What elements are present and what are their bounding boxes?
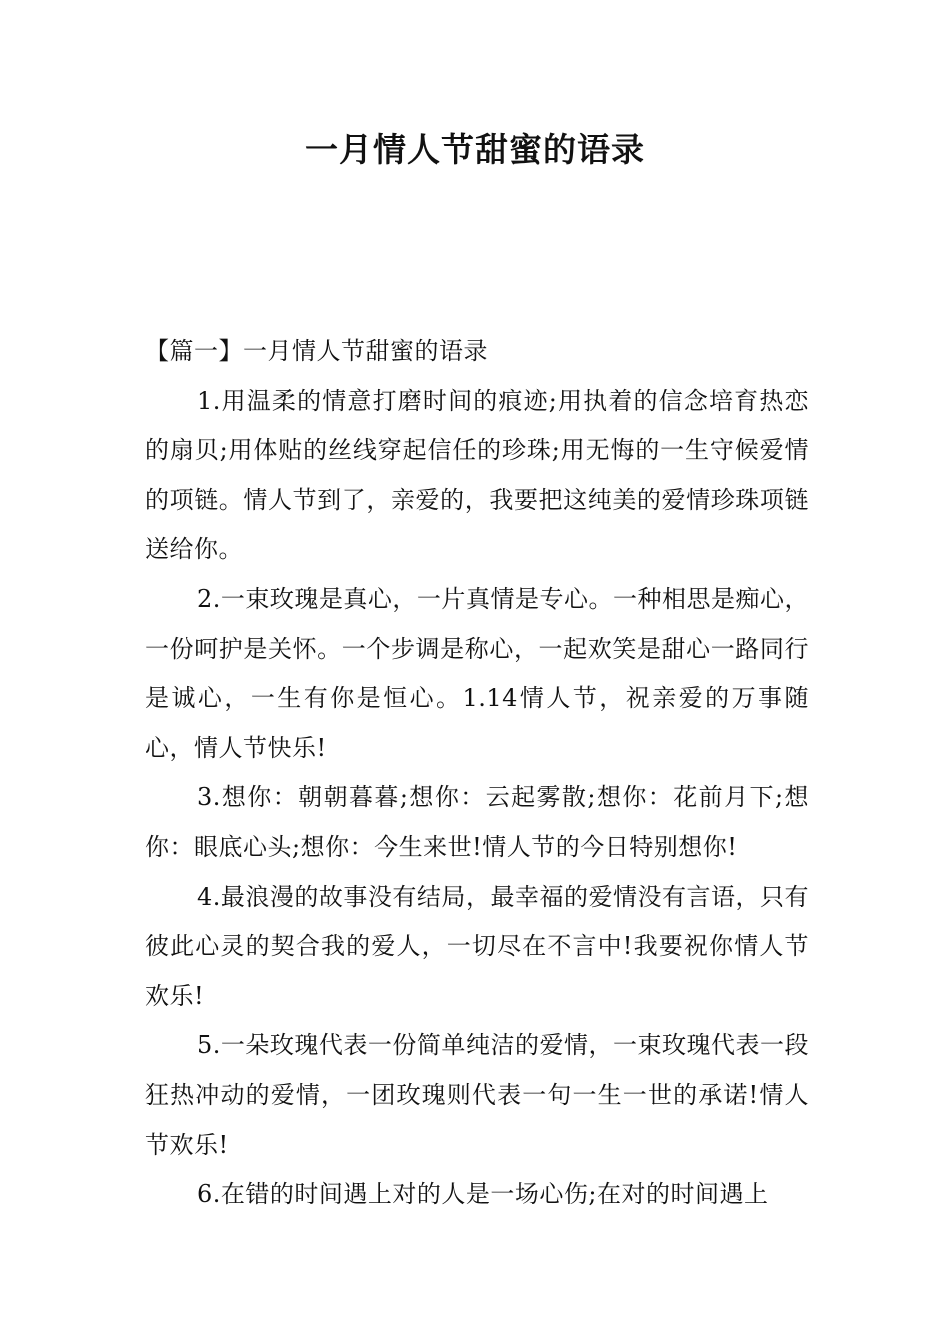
paragraph-5: 5.一朵玫瑰代表一份简单纯洁的爱情，一束玫瑰代表一段狂热冲动的爱情，一团玫瑰则代表一句一生一世的承诺!情人节欢乐! (145, 1031, 809, 1159)
section-heading: 【篇一】一月情人节甜蜜的语录 (145, 337, 488, 365)
document-title: 一月情人节甜蜜的语录 (305, 130, 645, 169)
paragraph-6: 6.在错的时间遇上对的人是一场心伤;在对的时间遇上 (197, 1180, 769, 1209)
paragraph-1: 1.用温柔的情意打磨时间的痕迹;用执着的信念培育热恋的扇贝;用体贴的丝线穿起信任的珍珠;用无悔的一生守候爱情的项链。情人节到了，亲爱的，我要把这纯美的爱情珍珠项链送给你。 (145, 386, 809, 564)
paragraph-4: 4.最浪漫的故事没有结局，最幸福的爱情没有言语，只有彼此心灵的契合我的爱人，一切尽在不言中!我要祝你情人节欢乐! (145, 882, 809, 1010)
paragraph-3: 3.想你：朝朝暮暮;想你：云起雾散;想你：花前月下;想你：眼底心头;想你：今生来世!情人节的今日特别想你! (145, 783, 809, 861)
document-body (145, 327, 809, 1220)
paragraph-2: 2.一束玫瑰是真心，一片真情是专心。一种相思是痴心，一份呵护是关怀。一个步调是称心，一起欢笑是甜心一路同行是诚心，一生有你是恒心。1.14情人节，祝亲爱的万事随心，情人节快乐! (145, 584, 809, 762)
